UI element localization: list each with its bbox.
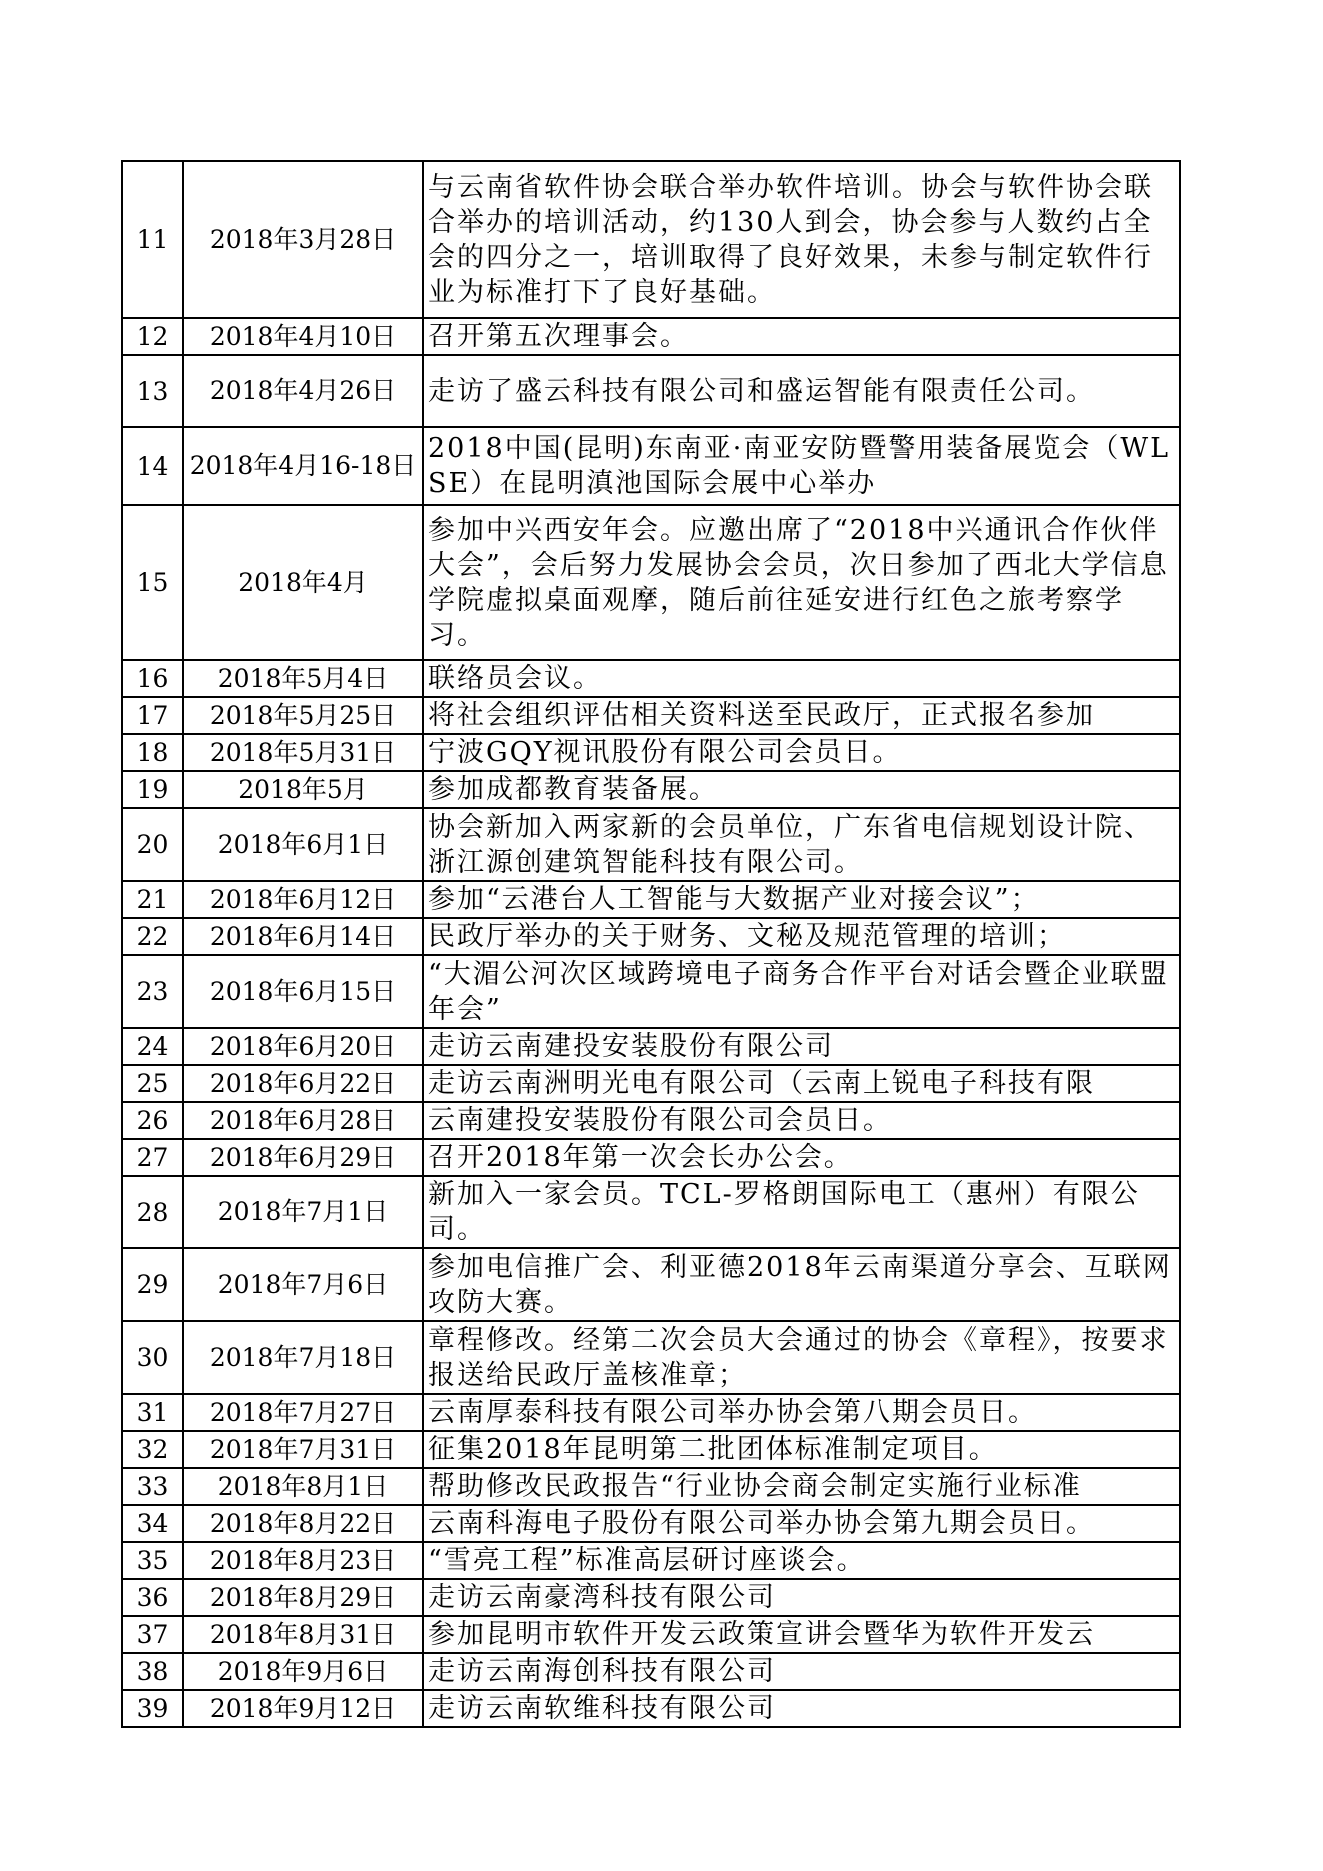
table-row xyxy=(122,734,1180,771)
row-description: 云南厚泰科技有限公司举办协会第八期会员日。 xyxy=(423,1394,1180,1431)
row-date: 2018年7月31日 xyxy=(183,1431,423,1468)
row-date: 2018年5月 xyxy=(183,771,423,808)
row-description: 参加中兴西安年会。应邀出席了“2018中兴通讯合作伙伴大会”，会后努力发展协会会员，次日参加了西北大学信息学院虚拟桌面观摩，随后前往延安进行红色之旅考察学习。 xyxy=(423,505,1180,660)
row-date: 2018年7月27日 xyxy=(183,1394,423,1431)
row-number: 12 xyxy=(122,318,183,355)
table-row xyxy=(122,355,1180,427)
row-description: 云南科海电子股份有限公司举办协会第九期会员日。 xyxy=(423,1505,1180,1542)
table-row xyxy=(122,1431,1180,1468)
row-number: 26 xyxy=(122,1102,183,1139)
table-row xyxy=(122,1690,1180,1727)
row-date: 2018年4月10日 xyxy=(183,318,423,355)
row-date: 2018年9月12日 xyxy=(183,1690,423,1727)
row-description: 参加“云港台人工智能与大数据产业对接会议”； xyxy=(423,881,1180,918)
row-date: 2018年8月29日 xyxy=(183,1579,423,1616)
table-row xyxy=(122,1468,1180,1505)
row-number: 24 xyxy=(122,1028,183,1065)
table-row xyxy=(122,955,1180,1028)
row-description: 新加入一家会员。TCL-罗格朗国际电工（惠州）有限公司。 xyxy=(423,1176,1180,1248)
row-description: 召开2018年第一次会长办公会。 xyxy=(423,1139,1180,1176)
row-date: 2018年6月1日 xyxy=(183,808,423,881)
row-description: 民政厅举办的关于财务、文秘及规范管理的培训； xyxy=(423,918,1180,955)
table-row xyxy=(122,318,1180,355)
row-description: 章程修改。经第二次会员大会通过的协会《章程》，按要求报送给民政厅盖核准章； xyxy=(423,1321,1180,1394)
row-number: 36 xyxy=(122,1579,183,1616)
row-number: 32 xyxy=(122,1431,183,1468)
table-row xyxy=(122,427,1180,505)
row-date: 2018年4月 xyxy=(183,505,423,660)
activity-table xyxy=(121,160,1181,1728)
row-date: 2018年8月31日 xyxy=(183,1616,423,1653)
row-date: 2018年5月31日 xyxy=(183,734,423,771)
row-number: 16 xyxy=(122,660,183,697)
row-date: 2018年8月1日 xyxy=(183,1468,423,1505)
row-description: 走访云南建投安装股份有限公司 xyxy=(423,1028,1180,1065)
table-row xyxy=(122,808,1180,881)
row-date: 2018年8月22日 xyxy=(183,1505,423,1542)
row-number: 29 xyxy=(122,1248,183,1321)
row-number: 11 xyxy=(122,161,183,318)
table-row xyxy=(122,1065,1180,1102)
table-row xyxy=(122,697,1180,734)
table-row xyxy=(122,1579,1180,1616)
table-row xyxy=(122,1394,1180,1431)
row-description: 帮助修改民政报告“行业协会商会制定实施行业标准 xyxy=(423,1468,1180,1505)
row-date: 2018年8月23日 xyxy=(183,1542,423,1579)
row-number: 25 xyxy=(122,1065,183,1102)
table-row xyxy=(122,1028,1180,1065)
row-description: 参加昆明市软件开发云政策宣讲会暨华为软件开发云 xyxy=(423,1616,1180,1653)
table-row xyxy=(122,881,1180,918)
row-number: 30 xyxy=(122,1321,183,1394)
row-description: 走访云南软维科技有限公司 xyxy=(423,1690,1180,1727)
table-row xyxy=(122,1248,1180,1321)
row-date: 2018年5月25日 xyxy=(183,697,423,734)
row-date: 2018年6月28日 xyxy=(183,1102,423,1139)
table-row xyxy=(122,771,1180,808)
table-row xyxy=(122,505,1180,660)
row-number: 38 xyxy=(122,1653,183,1690)
row-description: 征集2018年昆明第二批团体标准制定项目。 xyxy=(423,1431,1180,1468)
row-description: 走访云南豪湾科技有限公司 xyxy=(423,1579,1180,1616)
row-number: 34 xyxy=(122,1505,183,1542)
row-description: 走访云南洲明光电有限公司（云南上锐电子科技有限 xyxy=(423,1065,1180,1102)
table-row xyxy=(122,1176,1180,1248)
row-number: 23 xyxy=(122,955,183,1028)
row-number: 33 xyxy=(122,1468,183,1505)
table-row xyxy=(122,1505,1180,1542)
row-number: 31 xyxy=(122,1394,183,1431)
row-number: 21 xyxy=(122,881,183,918)
row-description: 云南建投安装股份有限公司会员日。 xyxy=(423,1102,1180,1139)
row-number: 14 xyxy=(122,427,183,505)
table-row xyxy=(122,1542,1180,1579)
row-number: 27 xyxy=(122,1139,183,1176)
row-description: 走访了盛云科技有限公司和盛运智能有限责任公司。 xyxy=(423,355,1180,427)
row-number: 37 xyxy=(122,1616,183,1653)
row-date: 2018年5月4日 xyxy=(183,660,423,697)
row-date: 2018年6月14日 xyxy=(183,918,423,955)
row-description: 2018中国(昆明)东南亚·南亚安防暨警用装备展览会（WLSE）在昆明滇池国际会展中心举办 xyxy=(423,427,1180,505)
row-number: 28 xyxy=(122,1176,183,1248)
row-number: 19 xyxy=(122,771,183,808)
row-description: “大湄公河次区域跨境电子商务合作平台对话会暨企业联盟年会” xyxy=(423,955,1180,1028)
row-date: 2018年6月29日 xyxy=(183,1139,423,1176)
row-number: 18 xyxy=(122,734,183,771)
table-row xyxy=(122,1616,1180,1653)
row-date: 2018年7月18日 xyxy=(183,1321,423,1394)
row-description: 参加电信推广会、利亚德2018年云南渠道分享会、互联网攻防大赛。 xyxy=(423,1248,1180,1321)
row-description: 协会新加入两家新的会员单位，广东省电信规划设计院、浙江源创建筑智能科技有限公司。 xyxy=(423,808,1180,881)
table-row xyxy=(122,161,1180,318)
row-number: 20 xyxy=(122,808,183,881)
row-date: 2018年6月22日 xyxy=(183,1065,423,1102)
row-number: 15 xyxy=(122,505,183,660)
row-date: 2018年9月6日 xyxy=(183,1653,423,1690)
row-number: 22 xyxy=(122,918,183,955)
row-date: 2018年6月20日 xyxy=(183,1028,423,1065)
row-description: 宁波GQY视讯股份有限公司会员日。 xyxy=(423,734,1180,771)
table-row xyxy=(122,660,1180,697)
row-number: 39 xyxy=(122,1690,183,1727)
row-date: 2018年7月6日 xyxy=(183,1248,423,1321)
row-description: 与云南省软件协会联合举办软件培训。协会与软件协会联合举办的培训活动，约130人到会，协会参与人数约占全会的四分之一，培训取得了良好效果，未参与制定软件行业为标准打下了良好基础。 xyxy=(423,161,1180,318)
table-row xyxy=(122,918,1180,955)
row-description: 走访云南海创科技有限公司 xyxy=(423,1653,1180,1690)
row-description: 联络员会议。 xyxy=(423,660,1180,697)
row-description: 将社会组织评估相关资料送至民政厅，正式报名参加 xyxy=(423,697,1180,734)
row-description: “雪亮工程”标准高层研讨座谈会。 xyxy=(423,1542,1180,1579)
row-date: 2018年6月12日 xyxy=(183,881,423,918)
row-description: 参加成都教育装备展。 xyxy=(423,771,1180,808)
row-date: 2018年6月15日 xyxy=(183,955,423,1028)
row-date: 2018年3月28日 xyxy=(183,161,423,318)
row-number: 35 xyxy=(122,1542,183,1579)
table-row xyxy=(122,1321,1180,1394)
table-row xyxy=(122,1653,1180,1690)
table-row xyxy=(122,1139,1180,1176)
row-number: 13 xyxy=(122,355,183,427)
row-description: 召开第五次理事会。 xyxy=(423,318,1180,355)
row-date: 2018年4月16-18日 xyxy=(183,427,423,505)
table-row xyxy=(122,1102,1180,1139)
row-number: 17 xyxy=(122,697,183,734)
row-date: 2018年4月26日 xyxy=(183,355,423,427)
row-date: 2018年7月1日 xyxy=(183,1176,423,1248)
